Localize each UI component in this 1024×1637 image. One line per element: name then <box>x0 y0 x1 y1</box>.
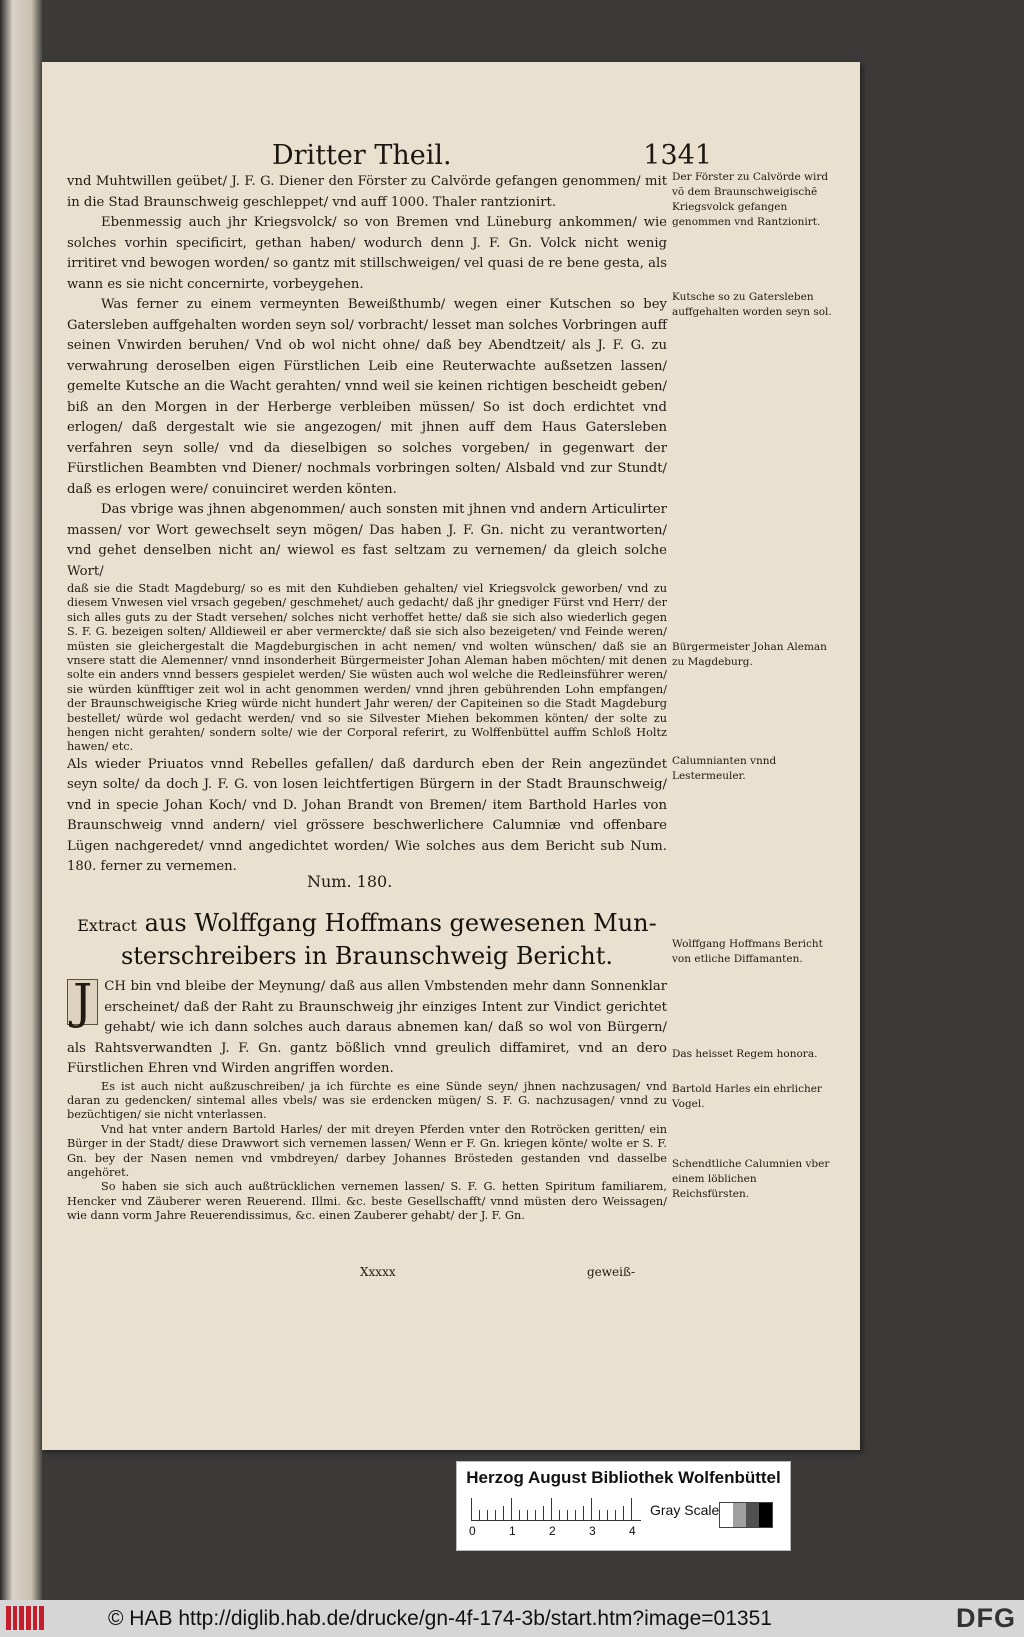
ruler-tick <box>471 1498 472 1520</box>
section-number: Num. 180. <box>307 872 393 891</box>
gray-swatch-light <box>733 1503 746 1527</box>
library-color-chart <box>456 1461 791 1551</box>
gray-scale-swatch <box>719 1502 773 1528</box>
ruler-tick <box>623 1506 624 1520</box>
ruler-tick <box>591 1498 592 1520</box>
ruler-tick <box>511 1498 512 1520</box>
ruler-tick <box>599 1510 600 1520</box>
ruler-label-2: 2 <box>549 1524 556 1538</box>
marginal-note-1: Der Förster zu Calvörde wird võ dem Braunschweigischẽ Kriegsvolck gefangen genommen vnd Rantzionirt. <box>672 171 829 228</box>
extract-small-1: Es ist auch nicht außzuschreiben/ ja ich fürchte es eine Sünde seyn/ jhnen nachzusagen/ vnd daran zu gedencken/ sintemal alles vbels/ was sie erdencken mügen/ S. F. G. nachzusagen/ vnnd zu bezüchtigen/ sie nicht vnterlassen. <box>67 1079 667 1122</box>
catchword: geweiß- <box>587 1265 636 1279</box>
marginal-note-2: Kutsche so zu Gatersleben auffgehalten worden seyn sol. <box>672 291 832 318</box>
marginal-note-3: Bürgermeister Johan Aleman zu Magdeburg. <box>672 641 827 668</box>
ruler-tick <box>519 1510 520 1520</box>
ruler-tick <box>551 1498 552 1520</box>
marginal-note-6: Das heisset Regem honora. <box>672 1048 818 1060</box>
dfg-logo: DFG <box>956 1603 1016 1633</box>
ruler-label-0: 0 <box>469 1524 476 1538</box>
marginal-note-8: Schendtliche Calumnien vber einem löblichen Reichsfürsten. <box>672 1158 830 1200</box>
gray-swatch-dark <box>746 1503 759 1527</box>
paragraph-2: Ebenmessig auch jhr Kriegsvolck/ so von Bremen vnd Lüneburg ankommen/ wie solches vorhin specificirt, gethan haben/ wodurch denn J. F. Gn. Volck nicht wenig irritiret vnd bewogen worden/ so gantz mit stillschweigen/ vel quasi de re bene gesta, als wann es sie nicht concernirte, vorbeygehen. <box>67 215 667 292</box>
gray-swatch-black <box>759 1503 772 1527</box>
extract-title-line-1: aus Wolffgang Hoffmans gewesenen Mun- <box>144 909 657 937</box>
signature-mark: Xxxxx <box>360 1265 396 1279</box>
ruler-tick <box>527 1510 528 1520</box>
main-text-block-1 <box>67 172 667 878</box>
extract-small-2: Vnd hat vnter andern Bartold Harles/ der mit dreyen Pferden vnter den Rotröcken geritten/ ein Bürger in der Stadt/ diese Drawwort sich vernemen lassen/ Wenn er F. Gn. kriegen könte/ wolte er S. F. Gn. bey der Nasen nemen vnd vmbdreyen/ darbey Johannes Brösteden gestanden vnd dasselbe angehöret. <box>67 1122 667 1179</box>
ruler-tick <box>535 1510 536 1520</box>
library-name: Herzog August Bibliothek Wolfenbüttel <box>466 1468 781 1487</box>
extract-paragraph-1 <box>67 974 667 1080</box>
drop-capital: J <box>67 979 98 1025</box>
ruler-label-3: 3 <box>589 1524 596 1538</box>
ruler-label-4: 4 <box>629 1524 636 1538</box>
paragraph-1: vnd Muhtwillen geübet/ J. F. G. Diener den Förster zu Calvörde gefangen genommen/ mit in die Stad Braunschweig geschleppet/ vnd auff 1000. Thaler rantzionirt. <box>67 174 667 210</box>
gray-scale-label: Gray Scale <box>650 1502 720 1518</box>
ruler-tick <box>631 1498 632 1520</box>
page-header-title: Dritter Theil. <box>272 140 452 171</box>
quoted-speech-small: daß sie die Stadt Magdeburg/ so es mit den Kuhdieben gehalten/ viel Kriegsvolck geworben/ vnd zu diesem Vnwesen viel vrsach gegeben/ geschmehet/ auch gedacht/ daß jhr gnediger Fürst vnd Herr/ der sich alles guts zu der Stadt versehen/ solches nicht verhoffet hette/ daß sie sich also wiederlich gegen S. F. G. bezeigen solten/ Alldieweil er aber vermerckte/ daß sie sich also bezeigeten/ vnd Feinde weren/ müsten sie gleichergestalt die Magdeburgischen in acht nemen/ vnd wolten wünschen/ daß sie an vnsere statt die Alemenner/ vnnd insonderheit Bürgermeister Johan Aleman haben möchten/ mit denen solte ein anders vnnd bessers gespielet werden/ Sie wüsten auch wol welche die Redleinsführer weren/ sie würden künfftiger zeit wol in acht genommen werden/ vnnd jhren gebührenden Lohn empfangen/ der Braunschweigische Krieg würde nicht hundert Jahr weren/ der Capiteinen so die Stadt Magdeburg bestellet/ würde wol gedacht werden/ vnd so sie Silvester Miehen bekommen könten/ der solte zu hengen nicht gerahten/ sondern solte/ wie der Corporal referirt, zu Wolffenbüttel auffm Schloß Holtz hawen/ etc. <box>67 582 667 754</box>
ruler-tick <box>575 1510 576 1520</box>
paragraph-3: Was ferner zu einem vermeynten Beweißthumb/ wegen einer Kutschen so bey Gatersleben auffgehalten worden seyn sol/ vorbracht/ lesset man solches Vorbringen auff seinen Vnwirden beruhen/ Vnd ob wol nicht ohne/ daß bey Abendtzeit/ als J. F. G. zu verwahrung deroselben eigen Fürstlichen Leib eine Reuterwachte außsetzen lassen/ gemelte Kutsche an die Wacht gerahten/ vnnd weil sie keinen richtigen bescheidt geben/ biß an den Morgen in der Herberge verbleiben müssen/ So ist doch erdichtet vnd erlogen/ daß dergestalt wie sie angezogen/ mit jhnen auff dem Haus Gatersleben verfahren seyn solle/ vnd da dieselbigen so solches vorgeben/ in gegenwart der Fürstlichen Beambten vnd Diener/ nochmals vorbringen solten/ Alsbald vnd zur Stundt/ daß es erlogen were/ conuinciret werden könten. <box>67 297 667 497</box>
page-number: 1341 <box>643 140 712 171</box>
marginal-note-7: Bartold Harles ein ehrlicher Vogel. <box>672 1083 822 1110</box>
gray-swatch-white <box>720 1503 733 1527</box>
marginal-note-5: Wolffgang Hoffmans Bericht von etliche Diffamanten. <box>672 938 823 965</box>
paragraph-5: Als wieder Priuatos vnnd Rebelles gefallen/ daß dardurch eben der Rein angezündet seyn solte/ da doch J. F. G. von losen leichtfertigen Bürgern in der Stadt Braunschweig/ vnd in specie Johan Koch/ vnd D. Johan Brandt von Bremen/ item Barthold Harles von Braunschweig vnnd andern/ viel grössere beschwerlichere Calumniæ vnd offenbare Lügen nachgeredet/ vnnd angedichtet worden/ Wie solches aus dem Bericht sub Num. 180. ferner zu vernemen. <box>67 756 667 875</box>
paragraph-4: Das vbrige was jhnen abgenommen/ auch sonsten mit jhnen vnd andern Articulirter massen/ vor Wort gewechselt seyn mögen/ Das haben J. F. Gn. nicht zu verantworten/ vnd gehet denselben nicht an/ wiewol es fast seltzam zu vernemen/ da gleich solche Wort/ <box>67 502 667 579</box>
ruler-tick <box>479 1510 480 1520</box>
adjacent-page-edge <box>0 0 42 1600</box>
footer-bar <box>0 1600 1024 1637</box>
extract-title <box>77 908 657 972</box>
document-page <box>42 62 860 1450</box>
ruler-tick <box>487 1510 488 1520</box>
footer-url[interactable]: © HAB http://diglib.hab.de/drucke/gn-4f-174-3b/start.htm?image=01351 <box>108 1607 772 1630</box>
ruler-tick <box>583 1506 584 1520</box>
extract-text-block <box>67 974 667 1224</box>
extract-title-line-2: sterschreibers in Braunschweig Bericht. <box>120 942 614 970</box>
ruler-tick <box>495 1510 496 1520</box>
ruler-tick <box>559 1510 560 1520</box>
marginal-note-4: Calumnianten vnnd Lestermeuler. <box>672 755 777 782</box>
ruler-tick <box>543 1506 544 1520</box>
ruler-tick <box>503 1506 504 1520</box>
extract-small-3: So haben sie sich auch außtrücklichen vernemen lassen/ S. F. G. hetten Spiritum familiarem, Hencker vnd Zäuberer weren Reuerend. Illmi. &c. beste Gesellschafft/ vnnd müsten dero Weissagen/ wie dann vorm Jahre Reuerendissimus, &c. einen Zauberer gehabt/ der J. F. Gn. <box>67 1180 667 1223</box>
extract-title-lead: Extract <box>77 916 137 935</box>
hab-logo-icon <box>6 1606 44 1630</box>
extract-paragraph-1-text: CH bin vnd bleibe der Meynung/ daß aus allen Vmbstenden mehr dann Sonnenklar erscheinet/ daß der Raht zu Braunschweig jhr einziges Intent zur Vindict gerichtet gehabt/ wie ich dann solches auch daraus abnemen kan/ daß so wol von Bürgern/ als Rahtsverwandten J. F. Gn. gantz bößlich vnnd greulich diffamiret, vnd an dero Fürstlichen Ehren vnd Wirden angriffen worden. <box>67 979 667 1076</box>
scale-ruler <box>471 1498 641 1521</box>
ruler-tick <box>567 1510 568 1520</box>
ruler-label-1: 1 <box>509 1524 516 1538</box>
ruler-tick <box>615 1510 616 1520</box>
ruler-tick <box>607 1510 608 1520</box>
